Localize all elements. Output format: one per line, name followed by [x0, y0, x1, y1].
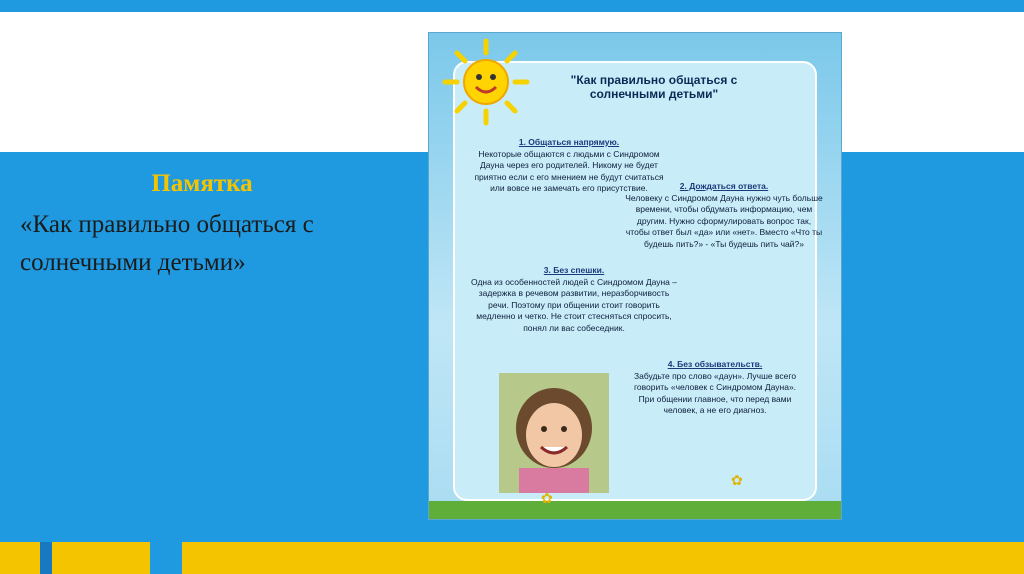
- section-text: Некоторые общаются с людьми с Синдромом Дауна через его родителей. Никому не будет приятно если с его мнением не будут считаться или вовсе не замечать его присутствие.: [474, 148, 664, 193]
- slide-title: [12, 168, 412, 282]
- bottom-accent-1: [40, 542, 52, 574]
- section-heading: 2. Дождаться ответа.: [679, 181, 769, 191]
- section-heading: 1. Общаться напрямую.: [518, 137, 620, 147]
- top-strip: [0, 0, 1024, 12]
- section-text: Человеку с Синдромом Дауна нужно чуть больше времени, чтобы обдумать информацию, чем другим. Нужно сформулировать вопрос так, чтобы ответ был «да» или «нет». Вместо «Что ты будешь пить?» - «Ты будешь пить чай?»: [625, 192, 823, 249]
- poster-title: "Как правильно общаться с солнечными детьми": [570, 73, 738, 101]
- section-2: [625, 181, 823, 250]
- sun-icon: [441, 37, 531, 127]
- section-4: [625, 359, 805, 417]
- butterfly-icon: ✿: [541, 492, 553, 507]
- section-heading: 4. Без обзывательств.: [667, 359, 763, 369]
- child-photo: [499, 373, 609, 493]
- section-heading: 3. Без спешки.: [543, 265, 605, 275]
- section-text: Забудьте про слово «даун». Лучше всего говорить «человек с Синдромом Дауна». При общении главное, что перед вами человек, а не его диагноз.: [633, 370, 797, 415]
- memo-poster: [428, 32, 842, 520]
- grass-strip: [429, 501, 842, 520]
- bottom-accent-2: [150, 542, 182, 574]
- title-sub: «Как правильно общаться с солнечными детьми»: [20, 211, 314, 276]
- section-3: [469, 265, 679, 334]
- title-main: Памятка: [151, 170, 253, 197]
- butterfly-icon: ✿: [731, 474, 743, 489]
- section-text: Одна из особенностей людей с Синдромом Дауна – задержка в речевом развитии, неразборчивость речи. Поэтому при общении стоит говорить медленно и четко. Не стоит стесняться спросить, понял ли вас собеседник.: [471, 276, 677, 333]
